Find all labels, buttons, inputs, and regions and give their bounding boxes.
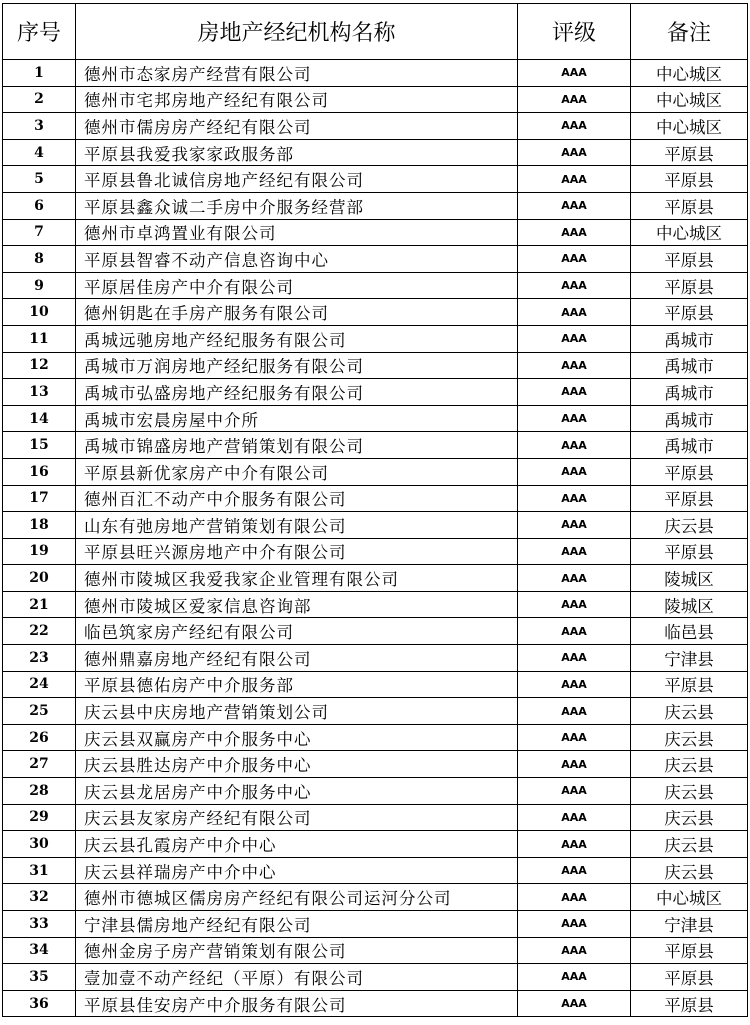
- region-note: 禹城市: [631, 405, 748, 432]
- row-number: 13: [3, 379, 76, 406]
- region-note: 平原县: [631, 272, 748, 299]
- row-number: 9: [3, 272, 76, 299]
- agency-name: 庆云县祥瑞房产中介中心: [76, 857, 518, 884]
- region-note: 平原县: [631, 246, 748, 273]
- row-number: 10: [3, 299, 76, 326]
- rating-badge: AAA: [518, 964, 631, 991]
- table-row: [3, 964, 748, 991]
- agency-name: 庆云县友家房产经纪有限公司: [76, 804, 518, 831]
- table-row: [3, 884, 748, 911]
- rating-badge: AAA: [518, 166, 631, 193]
- region-note: 平原县: [631, 990, 748, 1017]
- rating-badge: AAA: [518, 458, 631, 485]
- row-number: 29: [3, 804, 76, 831]
- rating-badge: AAA: [518, 485, 631, 512]
- region-note: 中心城区: [631, 113, 748, 140]
- region-note: 禹城市: [631, 379, 748, 406]
- agency-name: 宁津县儒房地产经纪有限公司: [76, 911, 518, 938]
- rating-badge: AAA: [518, 831, 631, 858]
- row-number: 16: [3, 458, 76, 485]
- table-row: [3, 804, 748, 831]
- row-number: 3: [3, 113, 76, 140]
- rating-badge: AAA: [518, 352, 631, 379]
- table-row: [3, 485, 748, 512]
- rating-badge: AAA: [518, 379, 631, 406]
- rating-badge: AAA: [518, 857, 631, 884]
- table-row: [3, 166, 748, 193]
- row-number: 25: [3, 698, 76, 725]
- region-note: 庆云县: [631, 512, 748, 539]
- rating-badge: AAA: [518, 246, 631, 273]
- table-row: [3, 857, 748, 884]
- row-number: 11: [3, 325, 76, 352]
- table-row: [3, 219, 748, 246]
- rating-badge: AAA: [518, 724, 631, 751]
- table-row: [3, 645, 748, 672]
- rating-badge: AAA: [518, 645, 631, 672]
- region-note: 禹城市: [631, 352, 748, 379]
- table-row: [3, 458, 748, 485]
- rating-badge: AAA: [518, 299, 631, 326]
- table-row: [3, 911, 748, 938]
- rating-badge: AAA: [518, 219, 631, 246]
- region-note: 平原县: [631, 671, 748, 698]
- table-row: [3, 352, 748, 379]
- row-number: 23: [3, 645, 76, 672]
- rating-badge: AAA: [518, 911, 631, 938]
- rating-badge: AAA: [518, 272, 631, 299]
- rating-badge: AAA: [518, 751, 631, 778]
- agency-name: 庆云县龙居房产中介服务中心: [76, 778, 518, 805]
- table-row: [3, 113, 748, 140]
- table-row: [3, 990, 748, 1017]
- row-number: 14: [3, 405, 76, 432]
- agency-name: 山东有弛房地产营销策划有限公司: [76, 512, 518, 539]
- rating-badge: AAA: [518, 591, 631, 618]
- agency-name: 禹城市宏晨房屋中介所: [76, 405, 518, 432]
- region-note: 中心城区: [631, 884, 748, 911]
- region-note: 中心城区: [631, 60, 748, 87]
- row-number: 19: [3, 538, 76, 565]
- rating-badge: AAA: [518, 512, 631, 539]
- rating-badge: AAA: [518, 990, 631, 1017]
- region-note: 平原县: [631, 299, 748, 326]
- row-number: 28: [3, 778, 76, 805]
- row-number: 31: [3, 857, 76, 884]
- region-note: 庆云县: [631, 831, 748, 858]
- table-row: [3, 246, 748, 273]
- agency-name: 禹城市锦盛房地产营销策划有限公司: [76, 432, 518, 459]
- table-row: [3, 671, 748, 698]
- table-row: [3, 618, 748, 645]
- row-number: 5: [3, 166, 76, 193]
- region-note: 平原县: [631, 538, 748, 565]
- table-row: [3, 937, 748, 964]
- agency-name: 德州市儒房房产经纪有限公司: [76, 113, 518, 140]
- agency-name: 临邑筑家房产经纪有限公司: [76, 618, 518, 645]
- table-row: [3, 512, 748, 539]
- row-number: 6: [3, 192, 76, 219]
- region-note: 临邑县: [631, 618, 748, 645]
- rating-badge: AAA: [518, 139, 631, 166]
- agency-name: 德州市德城区儒房房产经纪有限公司运河分公司: [76, 884, 518, 911]
- rating-badge: AAA: [518, 538, 631, 565]
- agency-name: 德州鼎嘉房地产经纪有限公司: [76, 645, 518, 672]
- table-row: [3, 538, 748, 565]
- agency-name: 平原县鲁北诚信房地产经纪有限公司: [76, 166, 518, 193]
- row-number: 8: [3, 246, 76, 273]
- agency-name: 平原县旺兴源房地产中介有限公司: [76, 538, 518, 565]
- table-row: [3, 139, 748, 166]
- agency-name: 禹城市弘盛房地产经纪服务有限公司: [76, 379, 518, 406]
- agency-name: 庆云县孔霞房产中介中心: [76, 831, 518, 858]
- table-row: [3, 192, 748, 219]
- region-note: 庆云县: [631, 778, 748, 805]
- row-number: 32: [3, 884, 76, 911]
- row-number: 22: [3, 618, 76, 645]
- row-number: 26: [3, 724, 76, 751]
- table-row: [3, 751, 748, 778]
- agency-name: 平原县佳安房产中介服务有限公司: [76, 990, 518, 1017]
- row-number: 21: [3, 591, 76, 618]
- row-number: 34: [3, 937, 76, 964]
- region-note: 中心城区: [631, 86, 748, 113]
- agency-name: 德州钥匙在手房产服务有限公司: [76, 299, 518, 326]
- region-note: 庆云县: [631, 857, 748, 884]
- region-note: 庆云县: [631, 804, 748, 831]
- row-number: 30: [3, 831, 76, 858]
- row-number: 4: [3, 139, 76, 166]
- region-note: 宁津县: [631, 911, 748, 938]
- region-note: 庆云县: [631, 751, 748, 778]
- table-row: [3, 778, 748, 805]
- rating-badge: AAA: [518, 671, 631, 698]
- region-note: 庆云县: [631, 724, 748, 751]
- agency-name: 平原县智睿不动产信息咨询中心: [76, 246, 518, 273]
- region-note: 庆云县: [631, 698, 748, 725]
- agency-name: 平原居佳房产中介有限公司: [76, 272, 518, 299]
- region-note: 平原县: [631, 139, 748, 166]
- table-row: [3, 432, 748, 459]
- row-number: 7: [3, 219, 76, 246]
- agency-name: 德州市陵城区爱家信息咨询部: [76, 591, 518, 618]
- table-row: [3, 591, 748, 618]
- agency-name: 禹城远驰房地产经纪服务有限公司: [76, 325, 518, 352]
- table-row: [3, 565, 748, 592]
- row-number: 2: [3, 86, 76, 113]
- rating-badge: AAA: [518, 325, 631, 352]
- rating-badge: AAA: [518, 86, 631, 113]
- rating-badge: AAA: [518, 192, 631, 219]
- agency-name: 平原县鑫众诚二手房中介服务经营部: [76, 192, 518, 219]
- header-no: 序号: [3, 4, 76, 60]
- region-note: 平原县: [631, 458, 748, 485]
- header-note: 备注: [631, 4, 748, 60]
- region-note: 中心城区: [631, 219, 748, 246]
- row-number: 33: [3, 911, 76, 938]
- rating-badge: AAA: [518, 432, 631, 459]
- rating-badge: AAA: [518, 405, 631, 432]
- region-note: 陵城区: [631, 591, 748, 618]
- region-note: 平原县: [631, 937, 748, 964]
- table-body: [3, 60, 748, 1017]
- header-rating: 评级: [518, 4, 631, 60]
- rating-badge: AAA: [518, 60, 631, 87]
- table-row: [3, 325, 748, 352]
- document-page: [2, 3, 747, 1017]
- header-name: 房地产经纪机构名称: [76, 4, 518, 60]
- rating-badge: AAA: [518, 778, 631, 805]
- agency-name: 平原县新优家房产中介有限公司: [76, 458, 518, 485]
- agency-name: 庆云县双赢房产中介服务中心: [76, 724, 518, 751]
- agency-name: 德州市陵城区我爱我家企业管理有限公司: [76, 565, 518, 592]
- agency-name: 德州金房子房产营销策划有限公司: [76, 937, 518, 964]
- region-note: 平原县: [631, 192, 748, 219]
- region-note: 陵城区: [631, 565, 748, 592]
- table-row: [3, 405, 748, 432]
- row-number: 18: [3, 512, 76, 539]
- rating-badge: AAA: [518, 804, 631, 831]
- rating-badge: AAA: [518, 884, 631, 911]
- row-number: 20: [3, 565, 76, 592]
- rating-badge: AAA: [518, 113, 631, 140]
- region-note: 平原县: [631, 485, 748, 512]
- region-note: 禹城市: [631, 325, 748, 352]
- row-number: 36: [3, 990, 76, 1017]
- table-row: [3, 379, 748, 406]
- table-row: [3, 60, 748, 87]
- table-header-row: [3, 4, 748, 60]
- agency-name: 庆云县胜达房产中介服务中心: [76, 751, 518, 778]
- row-number: 15: [3, 432, 76, 459]
- row-number: 17: [3, 485, 76, 512]
- table-row: [3, 698, 748, 725]
- region-note: 平原县: [631, 964, 748, 991]
- agency-name: 庆云县中庆房地产营销策划公司: [76, 698, 518, 725]
- region-note: 宁津县: [631, 645, 748, 672]
- table-row: [3, 724, 748, 751]
- rating-badge: AAA: [518, 937, 631, 964]
- agency-name: 平原县德佑房产中介服务部: [76, 671, 518, 698]
- rating-badge: AAA: [518, 698, 631, 725]
- agency-name: 德州市宅邦房地产经纪有限公司: [76, 86, 518, 113]
- row-number: 12: [3, 352, 76, 379]
- row-number: 35: [3, 964, 76, 991]
- table-row: [3, 299, 748, 326]
- agency-name: 德州市卓鸿置业有限公司: [76, 219, 518, 246]
- row-number: 24: [3, 671, 76, 698]
- agency-name: 平原县我爱我家家政服务部: [76, 139, 518, 166]
- agency-rating-table: [2, 3, 748, 1017]
- agency-name: 德州市态家房产经营有限公司: [76, 60, 518, 87]
- rating-badge: AAA: [518, 618, 631, 645]
- agency-name: 壹加壹不动产经纪（平原）有限公司: [76, 964, 518, 991]
- agency-name: 德州百汇不动产中介服务有限公司: [76, 485, 518, 512]
- rating-badge: AAA: [518, 565, 631, 592]
- agency-name: 禹城市万润房地产经纪服务有限公司: [76, 352, 518, 379]
- table-row: [3, 831, 748, 858]
- region-note: 禹城市: [631, 432, 748, 459]
- row-number: 27: [3, 751, 76, 778]
- row-number: 1: [3, 60, 76, 87]
- region-note: 平原县: [631, 166, 748, 193]
- table-row: [3, 86, 748, 113]
- table-row: [3, 272, 748, 299]
